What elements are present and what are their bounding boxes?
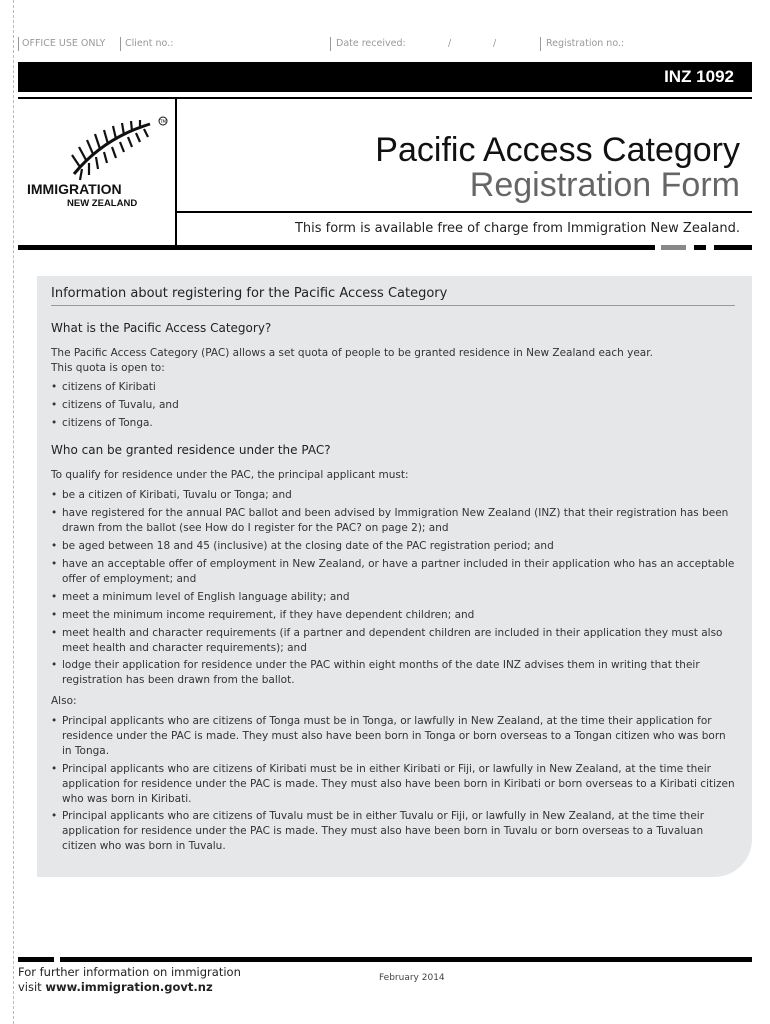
silver-fern-icon bbox=[22, 112, 172, 212]
form-code: INZ 1092 bbox=[664, 67, 734, 86]
paragraph: The Pacific Access Category (PAC) allows a set quota of people to be granted residence in New Zealand each year. bbox=[51, 347, 653, 359]
footer-bar bbox=[66, 957, 752, 962]
form-date: February 2014 bbox=[379, 973, 445, 983]
divider bbox=[18, 37, 19, 51]
bar-dash bbox=[694, 245, 706, 250]
list-item: • have registered for the annual PAC ballot and been advised by Immigration New Zealand (INZ) that their registration has been drawn from the ballot (see How do I register for the PAC? on page 2); and bbox=[51, 506, 735, 536]
date-separator: / bbox=[493, 38, 497, 49]
list-item: • have an acceptable offer of employment in New Zealand, or have a partner included in their application who has an acceptable offer of employment; and bbox=[51, 557, 735, 587]
availability-note: This form is available free of charge from Immigration New Zealand. bbox=[294, 221, 740, 236]
header-bar bbox=[18, 62, 752, 92]
bar-dash bbox=[661, 245, 686, 250]
list-item: • meet a minimum level of English language ability; and bbox=[51, 590, 735, 605]
question-heading: What is the Pacific Access Category? bbox=[51, 321, 272, 335]
date-received-field[interactable]: Date received: bbox=[336, 38, 406, 49]
header-bottom-bar bbox=[18, 245, 655, 250]
info-panel bbox=[37, 276, 752, 877]
divider bbox=[330, 37, 331, 51]
list-item: • meet health and character requirements (if a partner and dependent children are included in their application they must also meet health and character requirements); and bbox=[51, 626, 735, 656]
list-item: • Principal applicants who are citizens of Tuvalu must be in either Tuvalu or Fiji, or lawfully in New Zealand, at the time their application for residence under the PAC is made. They must also have been born in Tuvalu or born overseas to a Tuvaluan citizen who was born in Tuvalu. bbox=[51, 809, 735, 854]
footer-visit-label: visit bbox=[18, 980, 46, 994]
section-title: Information about registering for the Pacific Access Category bbox=[51, 286, 448, 301]
list-item: • be a citizen of Kiribati, Tuvalu or Tonga; and bbox=[51, 488, 735, 503]
footer-info bbox=[18, 965, 241, 995]
registration-no-field[interactable]: Registration no.: bbox=[546, 38, 625, 49]
bar-dash bbox=[714, 245, 752, 250]
office-use-label: OFFICE USE ONLY bbox=[22, 38, 106, 49]
list-item: • citizens of Kiribati bbox=[51, 380, 735, 395]
client-no-field[interactable]: Client no.: bbox=[125, 38, 174, 49]
list-item: • Principal applicants who are citizens of Kiribati must be in either Kiribati or Fiji, or lawfully in New Zealand, at the time their application for residence under the PAC is made. They must also have been born in Kiribati or born overseas to a Kiribati citizen who was born in Kiribati. bbox=[51, 762, 735, 807]
header-divider bbox=[175, 97, 177, 247]
list-item: • citizens of Tonga. bbox=[51, 416, 735, 431]
website-link[interactable]: www.immigration.govt.nz bbox=[45, 980, 213, 994]
list-item: • Principal applicants who are citizens of Tonga must be in Tonga, or lawfully in New Zealand, at the time their application for residence under the PAC is made. They must also have been born in Tonga or born overseas to a Tongan citizen who was born in Tonga. bbox=[51, 714, 735, 759]
footer-dash bbox=[18, 957, 54, 962]
office-use-row bbox=[18, 37, 752, 51]
paragraph: This quota is open to: bbox=[51, 362, 165, 374]
immigration-nz-logo bbox=[22, 112, 172, 212]
section-rule bbox=[51, 305, 735, 306]
list-item: • be aged between 18 and 45 (inclusive) at the closing date of the PAC registration period; and bbox=[51, 539, 735, 554]
list-item: • citizens of Tuvalu, and bbox=[51, 398, 735, 413]
trademark-mark: TM bbox=[160, 119, 166, 124]
divider bbox=[540, 37, 541, 51]
paragraph: To qualify for residence under the PAC, the principal applicant must: bbox=[51, 469, 409, 481]
also-heading: Also: bbox=[51, 695, 77, 707]
header-rule bbox=[18, 97, 752, 99]
question-heading: Who can be granted residence under the PAC? bbox=[51, 443, 331, 457]
title-rule bbox=[177, 211, 752, 213]
logo-text-new-zealand: NEW ZEALAND bbox=[67, 198, 138, 209]
page-title: Pacific Access Category bbox=[375, 131, 740, 169]
logo-text-immigration: IMMIGRATION bbox=[27, 181, 122, 197]
list-item: • lodge their application for residence under the PAC within eight months of the date INZ advises them in writing that their registration has been drawn from the ballot. bbox=[51, 658, 735, 688]
divider bbox=[120, 37, 121, 51]
list-item: • meet the minimum income requirement, if they have dependent children; and bbox=[51, 608, 735, 623]
date-separator: / bbox=[448, 38, 452, 49]
cut-line bbox=[13, 0, 14, 1024]
footer-info-line: For further information on immigration bbox=[18, 965, 241, 979]
page-subtitle: Registration Form bbox=[469, 166, 740, 204]
